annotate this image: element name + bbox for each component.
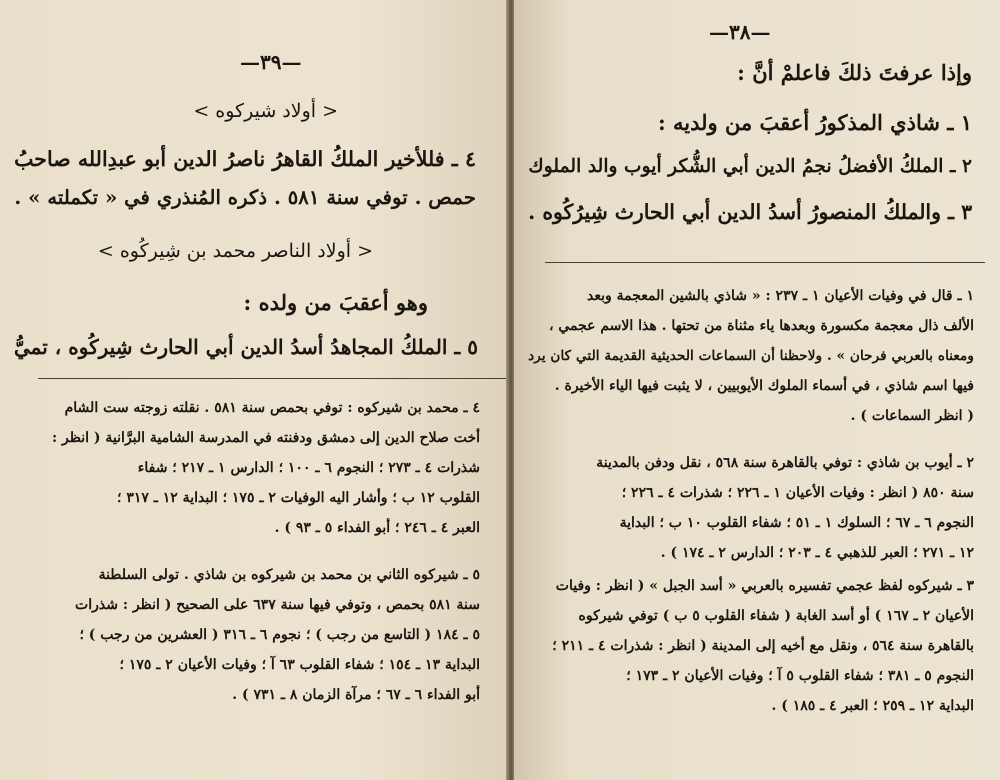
footnote-line: فيها اسم شاذي ، في أسماء الملوك الأيوبيين ، لا يثبت فيها الياء الأخيرة . bbox=[554, 378, 974, 394]
footnote-line: ٣ ـ شيركوه لفظ عجمي تفسيره بالعربي « أسد الجبل » ( انظر : وفيات bbox=[555, 578, 974, 594]
footnote-line: ومعناه بالعربي فرحان » . ولاحظنا أن السماعات الحديثية القديمة التي كان يرد bbox=[528, 348, 974, 364]
footnote-line: ١ ـ قال في وفيات الأعيان ١ ـ ٢٣٧ : « شاذي بالشين المعجمة وبعد bbox=[586, 288, 974, 304]
footnote-line: بالقاهرة سنة ٥٦٤ ، ونقل مع أخيه إلى المدينة ( انظر : شذرات ٤ ـ ٢١١ ؛ bbox=[552, 638, 974, 654]
footnote-line: أخت صلاح الدين إلى دمشق ودفنته في المدرسة الشامية البرَّانية ( انظر : bbox=[52, 430, 480, 446]
intro-line: وهو أعقبَ من ولده : bbox=[243, 290, 428, 315]
footnote-line: ١٢ ـ ٢٧١ ؛ العبر للذهبي ٤ ـ ٢٠٣ ؛ الدارس ٢ ـ ١٧٤ ) . bbox=[660, 545, 974, 561]
footnote-divider bbox=[38, 378, 508, 379]
right-page bbox=[514, 0, 1000, 780]
footnote-divider bbox=[545, 262, 985, 263]
footnote-line: الألف ذال معجمة مكسورة وبعدها ياء مثناة من تحتها . هذا الاسم عجمي ، bbox=[548, 318, 974, 334]
footnote-line: النجوم ٦ ـ ٦٧ ؛ السلوك ١ ـ ٥١ ؛ شفاء القلوب ١٠ ب ؛ البداية bbox=[619, 515, 974, 531]
footnote-line: العبر ٤ ـ ٢٤٦ ؛ أبو الفداء ٥ ـ ٩٣ ) . bbox=[274, 520, 480, 536]
footnote-line: ٤ ـ محمد بن شيركوه : توفي بحمص سنة ٥٨١ . نقلته زوجته ست الشام bbox=[64, 400, 480, 416]
footnote-line: سنة ٨٥٠ ( انظر : وفيات الأعيان ١ ـ ٢٢٦ ؛ شذرات ٤ ـ ٢٢٦ ؛ bbox=[621, 485, 974, 501]
footnote-line: الأعيان ٢ ـ ١٦٧ ) أو أسد الغابة ( شفاء القلوب ٥ ب ) توفي شيركوه bbox=[578, 608, 974, 624]
item-1: ١ ـ شاذي المذكورُ أعقبَ من ولديه : bbox=[657, 110, 972, 135]
item-3: ٣ ـ والملكُ المنصورُ أسدُ الدين أبي الحارث شِيرُكُوه . bbox=[528, 200, 972, 224]
footnote-line: أبو الفداء ٦ ـ ٦٧ ؛ مرآة الزمان ٨ ـ ٧٣١ ) . bbox=[232, 687, 480, 703]
item-4-line-2: حمص . توفي سنة ٥٨١ . ذكره المُنذري في « تكملته » . bbox=[14, 185, 476, 209]
page-number-right: —٣٨— bbox=[709, 20, 771, 44]
footnote-line: سنة ٥٨١ بحمص ، وتوفي فيها سنة ٦٣٧ على الصحيح ( انظر : شذرات bbox=[75, 597, 480, 613]
footnote-line: ( انظر السماعات ) . bbox=[850, 408, 974, 424]
item-4-line-1: ٤ ـ فللأخير الملكُ القاهرُ ناصرُ الدين أبو عبدِالله صاحبُ bbox=[14, 147, 476, 171]
item-5: ٥ ـ الملكُ المجاهدُ أسدُ الدين أبي الحارث شِيركُوه ، تميُّ bbox=[13, 335, 478, 359]
page-number-left: —٣٩— bbox=[240, 50, 302, 74]
footnote-line: النجوم ٥ ـ ٣٨١ ؛ شفاء القلوب ٥ آ ؛ وفيات الأعيان ٢ ـ ١٧٣ ؛ bbox=[626, 668, 974, 684]
footnote-line: ٥ ـ ١٨٤ ( التاسع من رجب ) ؛ نجوم ٦ ـ ٣١٦ ( العشرين من رجب ) ؛ bbox=[79, 627, 480, 643]
footnote-line: شذرات ٤ ـ ٢٧٣ ؛ النجوم ٦ ـ ١٠٠ ؛ الدارس ١ ـ ٢١٧ ؛ شفاء bbox=[137, 460, 480, 476]
intro-line: وإذا عرفتَ ذلكَ فاعلمْ أنَّ : bbox=[737, 60, 972, 85]
footnote-line: البداية ١٢ ـ ٢٥٩ ؛ العبر ٤ ـ ١٨٥ ) . bbox=[771, 698, 974, 714]
footnote-line: ٥ ـ شيركوه الثاني بن محمد بن شيركوه بن شاذي . تولى السلطنة bbox=[98, 567, 480, 583]
heading-shirkuh-children: < أولاد شيركوه > bbox=[193, 100, 338, 122]
heading-nasir-children: < أولاد الناصر محمد بن شِيركُوه > bbox=[97, 240, 373, 262]
footnote-line: القلوب ١٢ ب ؛ وأشار اليه الوفيات ٢ ـ ١٧٥ ؛ البداية ١٢ ـ ٣١٧ ؛ bbox=[117, 490, 480, 506]
item-2: ٢ ـ الملكُ الأفضلُ نجمُ الدين أبي الشُّكر أيوب والد الملوك bbox=[528, 155, 972, 177]
footnote-line: ٢ ـ أيوب بن شاذي : توفي بالقاهرة سنة ٥٦٨ ، نقل ودفن بالمدينة bbox=[596, 455, 974, 471]
footnote-line: البداية ١٣ ـ ١٥٤ ؛ شفاء القلوب ٦٣ آ ؛ وفيات الأعيان ٢ ـ ١٧٥ ؛ bbox=[119, 657, 480, 673]
